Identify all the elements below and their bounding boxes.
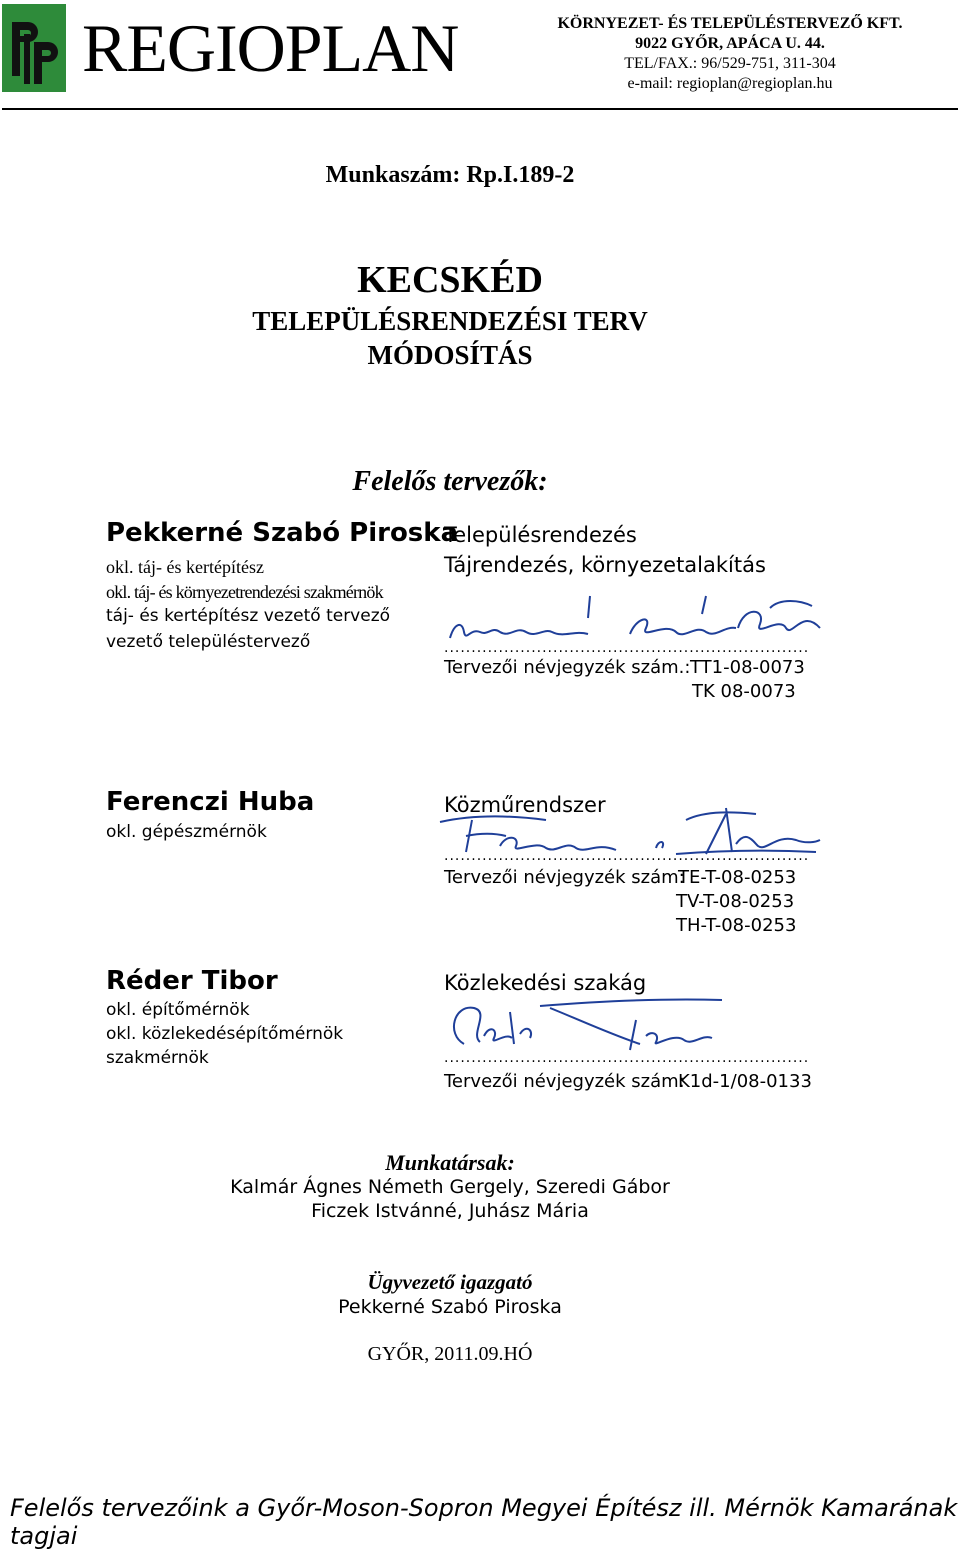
registry-label: Tervezői névjegyzék szám.:: [444, 657, 691, 678]
registry-number: TV-T-08-0253: [676, 891, 795, 912]
staff-heading: Munkatársak:: [385, 1150, 515, 1175]
document-subtitle: TELEPÜLÉSRENDEZÉSI TERV: [252, 306, 648, 336]
document-subtitle-2: MÓDOSÍTÁS: [367, 340, 533, 370]
director-name: Pekkerné Szabó Piroska: [338, 1296, 562, 1318]
brand-name: REGIOPLAN: [82, 10, 459, 86]
registry-number: TT1-08-0073: [690, 657, 805, 678]
planner-qualification: okl. táj- és kertépítész: [106, 557, 264, 577]
company-name: KÖRNYEZET- ÉS TELEPÜLÉSTERVEZŐ KFT.: [557, 15, 903, 32]
company-info: [520, 14, 940, 94]
logo-mark-icon: [2, 4, 66, 92]
planner-qualification: okl. gépészmérnök: [106, 822, 267, 842]
registry-label: Tervezői névjegyzék szám:: [444, 1071, 685, 1092]
planner-name: Réder Tibor: [106, 966, 278, 996]
planner-qualification: okl. közlekedésépítőmérnök: [106, 1024, 344, 1044]
planner-role: Településrendezés: [444, 523, 637, 547]
job-number: Munkaszám: Rp.I.189-2: [325, 162, 575, 188]
planner-qualification: szakmérnök: [106, 1048, 209, 1068]
planner-name: Ferenczi Huba: [106, 787, 315, 817]
regioplan-logo: [2, 4, 66, 92]
registry-label: Tervezői névjegyzék szám:: [444, 867, 685, 888]
footer-note: Felelős tervezőink a Győr-Moson-Sopron Megyei Építész ill. Mérnök Kamarának tagjai: [10, 1494, 958, 1550]
place-date: GYŐR, 2011.09.HÓ: [367, 1343, 533, 1365]
header-divider: [2, 108, 958, 110]
signature-reder: [440, 994, 740, 1054]
planner-role: Közlekedési szakág: [444, 971, 647, 995]
planner-qualification: okl. táj- és környezetrendezési szakmérnök: [106, 582, 383, 602]
staff-line: Ficzek Istvánné, Juhász Mária: [311, 1200, 589, 1222]
company-address: 9022 GYŐR, APÁCA U. 44.: [635, 35, 825, 52]
registry-number: TH-T-08-0253: [676, 915, 797, 936]
signature-line: ...................................................................: [444, 848, 810, 864]
director-heading: Ügyvezető igazgató: [367, 1270, 533, 1294]
document-title: KECSKÉD: [357, 259, 543, 301]
registry-number: TK 08-0073: [692, 681, 796, 702]
planner-qualification: okl. építőmérnök: [106, 1000, 250, 1020]
planner-name: Pekkerné Szabó Piroska: [106, 518, 459, 548]
planner-qualification: táj- és kertépítész vezető tervező: [106, 606, 391, 626]
signature-line: ...................................................................: [444, 640, 810, 656]
company-phone: TEL/FAX.: 96/529-751, 311-304: [624, 55, 836, 72]
planners-heading: Felelős tervezők:: [352, 466, 548, 497]
registry-number: TE-T-08-0253: [678, 867, 797, 888]
planner-qualification: vezető településtervező: [106, 632, 311, 652]
signature-line: ...................................................................: [444, 1050, 810, 1066]
registry-number: K1d-1/08-0133: [678, 1071, 812, 1092]
planner-role: Közműrendszer: [444, 793, 606, 817]
staff-line: Kalmár Ágnes Németh Gergely, Szeredi Gábor: [230, 1176, 670, 1198]
planner-role: Tájrendezés, környezetalakítás: [444, 553, 766, 577]
company-email: e-mail: regioplan@regioplan.hu: [627, 75, 833, 92]
